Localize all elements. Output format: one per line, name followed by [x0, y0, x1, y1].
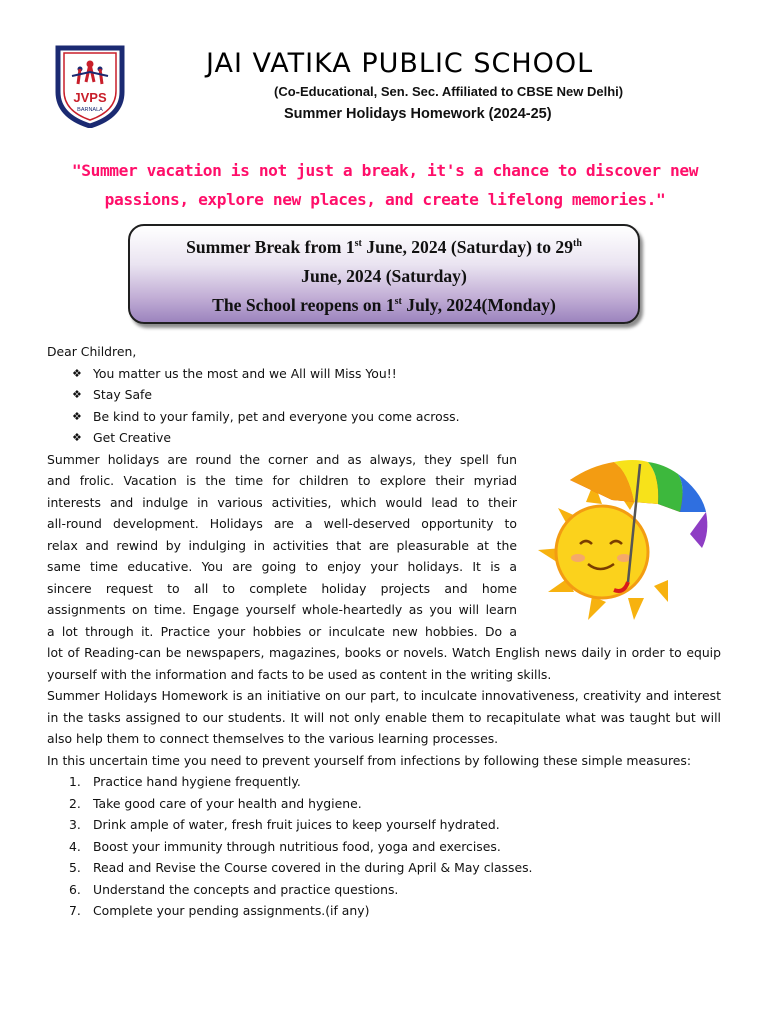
homework-initiative-paragraph: Summer Holidays Homework is an initiative on our part, to inculcate innovativeness, creativity and interest in the tasks assigned to our students. It will not only enable them to recapitulate what was taught but will also help them to connect themselves to the various learning processes. — [47, 688, 721, 746]
list-item: ❖ Be kind to your family, pet and everyone you come across. — [47, 406, 721, 428]
salutation: Dear Children, — [47, 344, 137, 359]
care-bullet-list — [47, 363, 721, 449]
list-item: ❖ You matter us the most and we All will Miss You!! — [47, 363, 721, 385]
bullet-icon: ❖ — [72, 409, 82, 423]
affiliation-line: (Co-Educational, Sen. Sec. Affiliated to CBSE New Delhi) — [274, 84, 624, 99]
bullet-icon: ❖ — [72, 366, 82, 380]
notice-line-1: Summer Break from 1st June, 2024 (Saturday) to 29th — [186, 237, 582, 257]
measures-intro: In this uncertain time you need to prevent yourself from infections by following these simple measures: — [47, 752, 692, 768]
intro-paragraph: Summer holidays are round the corner and as always, they spell fun and frolic. Vacation is the time for children to explore their myriad interests and indulge in various activities, which would lead to their all-round development. Holidays are a well-deserved opportunity to relax and rewind by indulging in activities that are pleasurable at the same time educative. You are going to enjoy your holidays. It is a sincere request to all to complete holiday projects and home assignments on time. Engage yourself whole-heartedly as you will learn a lot through it. Practice your hobbies or inculcate new hobbies. Do a — [47, 451, 517, 639]
list-item: 7. Complete your pending assignments.(if any) — [69, 903, 370, 918]
list-item: 2. Take good care of your health and hygiene. — [69, 795, 362, 811]
list-item: ❖ Get Creative — [47, 427, 721, 449]
intro-paragraph-continued: lot of Reading-can be newspapers, magazines, books or novels. Watch English news daily in order to equip yourself with the information and facts to be used as content in the writing skills. — [47, 645, 721, 682]
notice-line-2: June, 2024 (Saturday) — [301, 266, 467, 286]
summer-break-notice — [128, 224, 640, 324]
list-item: 1. Practice hand hygiene frequently. — [69, 774, 301, 789]
list-item: 5. Read and Revise the Course covered in the during April & May classes. — [69, 860, 533, 875]
summer-quote — [40, 156, 730, 214]
quote-line-2: passions, explore new places, and create lifelong memories." — [104, 190, 666, 209]
list-item: 6. Understand the concepts and practice questions. — [69, 881, 399, 897]
logo-subtext: BARNALA — [77, 107, 103, 113]
school-name: JAI VATIKA PUBLIC SCHOOL — [206, 48, 594, 79]
letter-body — [47, 341, 721, 922]
list-item: 3. Drink ample of water, fresh fruit juices to keep yourself hydrated. — [69, 817, 500, 832]
bullet-icon: ❖ — [72, 431, 82, 444]
bullet-icon: ❖ — [72, 388, 82, 401]
school-logo — [50, 42, 130, 128]
notice-line-3: The School reopens on 1st July, 2024(Monday) — [212, 295, 556, 315]
list-item: ❖ Stay Safe — [47, 384, 721, 406]
quote-line-1: "Summer vacation is not just a break, it's a chance to discover new — [71, 161, 699, 180]
homework-title: Summer Holidays Homework (2024-25) — [284, 106, 552, 122]
list-item: 4. Boost your immunity through nutritious food, yoga and exercises. — [69, 838, 501, 854]
health-measures-list — [47, 771, 721, 922]
logo-text: JVPS — [73, 90, 107, 105]
